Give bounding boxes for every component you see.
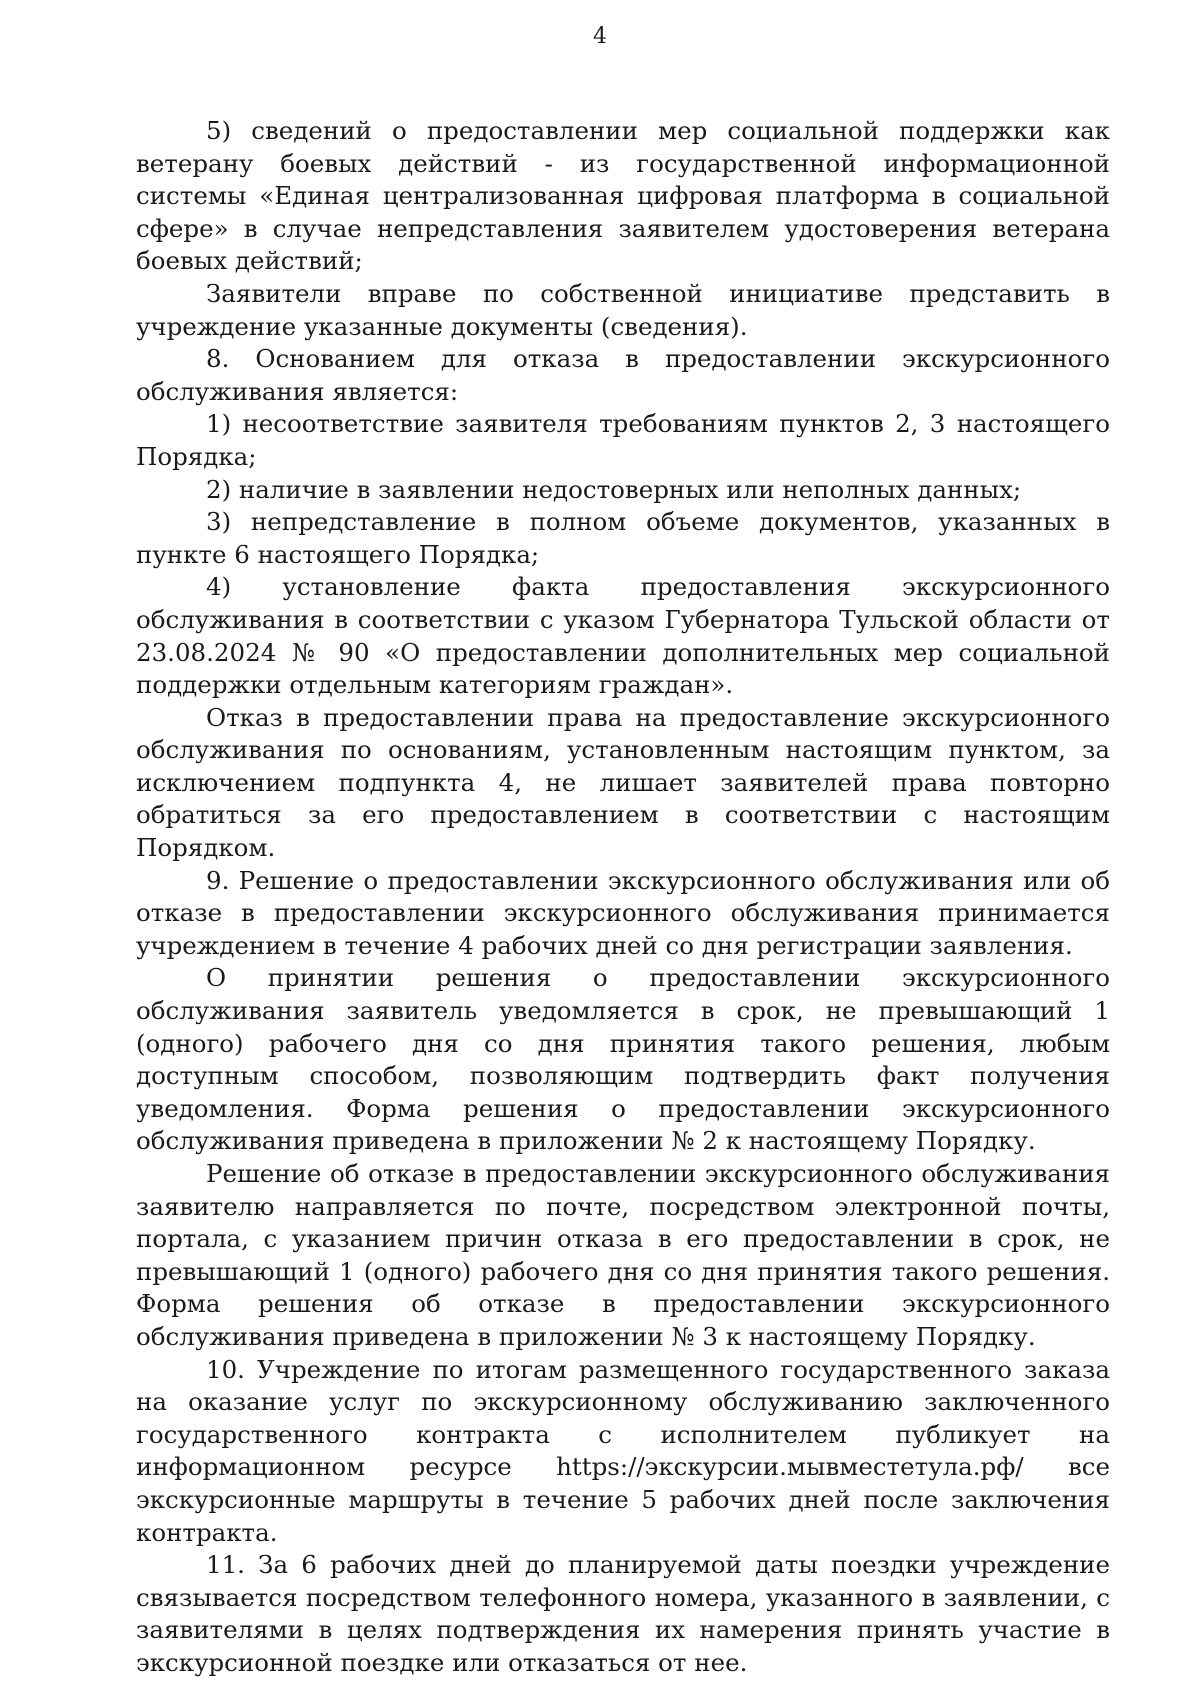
- paragraph-refusal-no-bar: Отказ в предоставлении права на предоставление экскурсионного обслуживания по основаниям, установленным настоящим пунктом, за исключением подпункта 4, не лишает заявителей права повторно обратиться за его предоставлением в соответствии с настоящим Порядком.: [136, 702, 1110, 863]
- document-body: [136, 115, 1110, 1680]
- paragraph-refusal-ground-2: 2) наличие в заявлении недостоверных или неполных данных;: [206, 474, 1022, 504]
- paragraph-refusal-ground-1: 1) несоответствие заявителя требованиям пунктов 2, 3 настоящего Порядка;: [136, 409, 1110, 471]
- paragraph-refusal-ground-4: 4) установление факта предоставления экскурсионного обслуживания в соответствии с указом Губернатора Тульской области от 23.08.2024 № 90 «О предоставлении дополнительных мер социальной поддержки отдельным категориям граждан».: [136, 572, 1110, 700]
- paragraph-section-11: 11. За 6 рабочих дней до планируемой даты поездки учреждение связывается посредством телефонного номера, указанного в заявлении, с заявителями в целях подтверждения их намерения принять участие в экскурсионной поездке или отказаться от нее.: [136, 1550, 1110, 1677]
- paragraph-item-5-info-system: 5) сведений о предоставлении мер социальной поддержки как ветерану боевых действий - из государственной информационной системы «Единая централизованная цифровая платформа в социальной сфере» в случае непредставления заявителем удостоверения ветерана боевых действий;: [136, 116, 1110, 276]
- paragraph-refusal-decision: Решение об отказе в предоставлении экскурсионного обслуживания заявителю направляется по почте, посредством электронной почты, портала, с указанием причин отказа в его предоставлении в срок, не превышающий 1 (одного) рабочего дня со дня принятия такого решения. Форма решения об отказе в предоставлении экскурсионного обслуживания приведена в приложении № 3 к настоящему Порядку.: [136, 1159, 1110, 1351]
- paragraph-applicants-own-initiative: Заявители вправе по собственной инициативе представить в учреждение указанные документы (сведения).: [136, 278, 1110, 341]
- page-number: 4: [593, 24, 607, 49]
- paragraph-decision-notification: О принятии решения о предоставлении экскурсионного обслуживания заявитель уведомляется в срок, не превышающий 1 (одного) рабочего дня со дня принятия такого решения, любым доступным способом, позволяющим подтвердить факт получения уведомления. Форма решения о предоставлении экскурсионного обслуживания приведена в приложении № 2 к настоящему Порядку.: [136, 963, 1110, 1156]
- paragraph-section-10: 10. Учреждение по итогам размещенного государственного заказа на оказание услуг по экскурсионному обслуживанию заключенного государственного контракта с исполнителем публикует на информационном ресурсе https://экскурсии.мывместетула.рф/ все экскурсионные маршруты в течение 5 рабочих дней после заключения контракта.: [136, 1354, 1110, 1547]
- paragraph-refusal-ground-3: 3) непредставление в полном объеме документов, указанных в пункте 6 настоящего Порядка;: [136, 507, 1110, 569]
- paragraph-section-9: 9. Решение о предоставлении экскурсионного обслуживания или об отказе в предоставлении экскурсионного обслуживания принимается учреждением в течение 4 рабочих дней со дня регистрации заявления.: [136, 865, 1110, 960]
- paragraph-section-8: 8. Основанием для отказа в предоставлении экскурсионного обслуживания является:: [136, 344, 1110, 406]
